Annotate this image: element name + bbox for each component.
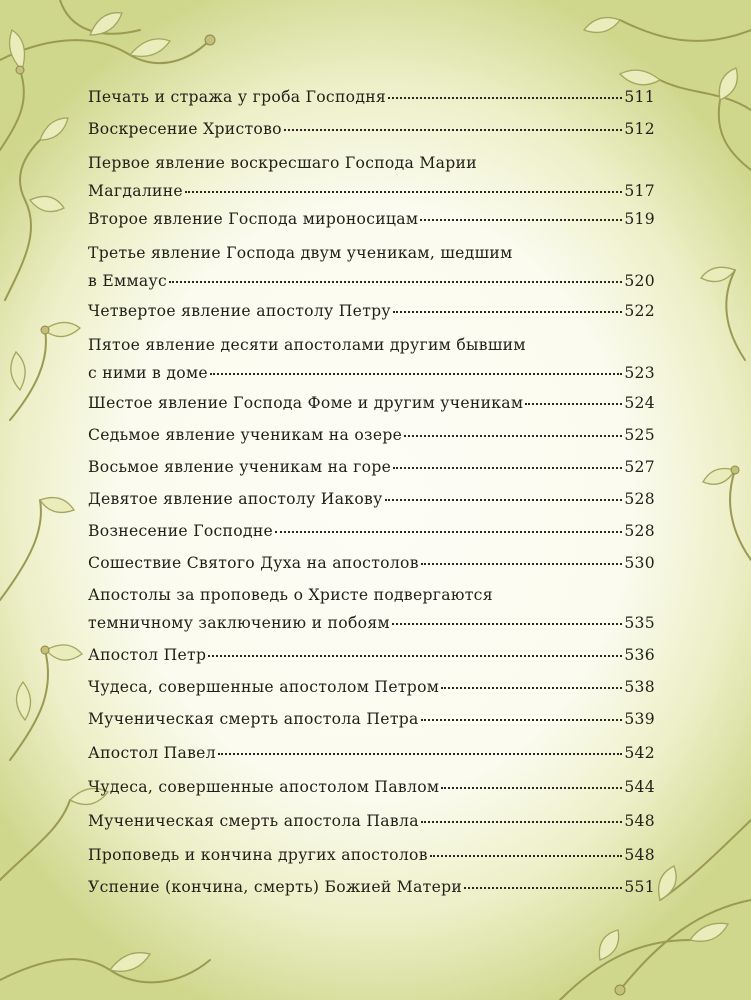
toc-entry-page: 548: [624, 846, 655, 864]
toc-entry-page: 530: [624, 554, 655, 572]
leaf-icon: [90, 13, 122, 35]
bud-icon: [731, 466, 739, 474]
leader-dots: [218, 753, 622, 755]
toc-entry[interactable]: [88, 488, 655, 510]
toc-entry[interactable]: [88, 742, 655, 764]
toc-entry-page: 519: [624, 210, 655, 228]
toc-entry[interactable]: [88, 844, 655, 866]
bud-icon: [615, 985, 625, 995]
toc-entry-page: 542: [624, 744, 655, 762]
leaf-icon: [620, 70, 660, 85]
toc-entry-page: 528: [624, 522, 655, 540]
toc-entry-title: Воскресение Христово: [88, 120, 282, 138]
toc-entry-page: 528: [624, 490, 655, 508]
toc-entry[interactable]: [88, 208, 655, 230]
leaf-icon: [30, 196, 64, 211]
toc-entry-title: Печать и стража у гроба Господня: [88, 88, 387, 106]
bud-icon: [16, 66, 24, 74]
toc-entry-title: Вознесение Господне: [88, 522, 274, 540]
toc-entry-page: 535: [624, 614, 655, 632]
toc-entry-title-line1: Апостолы за проповедь о Христе подвергаются: [88, 586, 493, 604]
leader-dots: [421, 821, 623, 823]
leader-dots: [464, 887, 622, 889]
leaf-icon: [719, 68, 737, 100]
toc-entry-title: Апостол Павел: [88, 744, 216, 762]
toc-entry-page: 538: [624, 678, 655, 696]
toc-entry-page: 512: [624, 120, 655, 138]
toc-entry[interactable]: [88, 552, 655, 574]
toc-entry-title: Мученическая смерть апостола Павла: [88, 812, 419, 830]
toc-entry-title: в Еммаус: [88, 272, 167, 290]
toc-entry-title: с ними в доме: [88, 364, 208, 382]
leader-dots: [284, 129, 622, 131]
bud-icon: [41, 646, 49, 654]
leader-dots: [420, 219, 622, 221]
leaf-icon: [130, 39, 170, 57]
toc-entry-page: 517: [624, 182, 655, 200]
bud-icon: [41, 326, 49, 334]
toc-entry-title: Седьмое явление ученикам на озере: [88, 426, 403, 444]
toc-entry-title: Восьмое явление ученикам на горе: [88, 458, 392, 476]
toc-entry-page: 523: [624, 364, 655, 382]
leaf-icon: [16, 682, 30, 720]
toc-entry-title: Девятое явление апостолу Иакову: [88, 490, 383, 508]
toc-entry-title: Проповедь и кончина других апостолов: [88, 846, 428, 864]
toc-entry[interactable]: [88, 86, 655, 108]
toc-entry[interactable]: [88, 300, 655, 322]
toc-entry-title: Чудеса, совершенные апостолом Петром: [88, 678, 440, 696]
toc-entry[interactable]: [88, 876, 655, 898]
toc-entry[interactable]: [88, 456, 655, 478]
toc-entry-title: Сошествие Святого Духа на апостолов: [88, 554, 419, 572]
toc-entry[interactable]: [88, 520, 655, 542]
toc-entry-page: 520: [624, 272, 655, 290]
toc-entry-title: Магдалине: [88, 182, 183, 200]
toc-entry-page: 524: [624, 394, 655, 412]
toc-entry-title: Мученическая смерть апостола Петра: [88, 710, 419, 728]
leaf-icon: [11, 352, 25, 390]
toc-entry-page: 511: [624, 88, 655, 106]
toc-entry[interactable]: [88, 644, 655, 666]
leader-dots: [393, 311, 622, 313]
leader-dots: [430, 855, 623, 857]
leader-dots: [421, 563, 623, 565]
leaf-icon: [40, 498, 74, 513]
toc-entry[interactable]: [88, 424, 655, 446]
toc-entry-title-line1: Первое явление воскресшаго Господа Марии: [88, 154, 477, 172]
toc-entry-title-line1: Пятое явление десяти апостолами другим бывшим: [88, 336, 526, 354]
leader-dots: [388, 97, 622, 99]
toc-entry-title: Шестое явление Господа Фоме и другим ученикам: [88, 394, 524, 412]
leader-dots: [208, 655, 622, 657]
toc-entry-page: 522: [624, 302, 655, 320]
leader-dots: [275, 531, 622, 533]
toc-entry[interactable]: [88, 152, 655, 202]
toc-entry[interactable]: [88, 810, 655, 832]
leaf-icon: [10, 30, 25, 70]
toc-entry-title: Чудеса, совершенные апостолом Павлом: [88, 778, 440, 796]
leaf-icon: [690, 923, 728, 941]
leaf-icon: [584, 18, 620, 33]
leader-dots: [169, 281, 622, 283]
toc-entry-title: Успение (кончина, смерть) Божией Матери: [88, 878, 463, 896]
toc-entry-page: 527: [624, 458, 655, 476]
leaf-icon: [46, 645, 82, 660]
toc-entry[interactable]: [88, 776, 655, 798]
toc-entry-title: темничному заключению и побоям: [88, 614, 390, 632]
leader-dots: [392, 623, 622, 625]
toc-entry[interactable]: [88, 242, 655, 292]
leaf-icon: [703, 469, 735, 485]
toc-entry[interactable]: [88, 676, 655, 698]
toc-entry[interactable]: [88, 118, 655, 140]
toc-entry[interactable]: [88, 708, 655, 730]
toc-entry-page: 548: [624, 812, 655, 830]
leader-dots: [210, 373, 622, 375]
bud-icon: [205, 35, 215, 45]
leaf-icon: [110, 953, 150, 972]
toc-entry-title: Второе явление Господа мироносицам: [88, 210, 419, 228]
toc-entry-title: Четвертое явление апостолу Петру: [88, 302, 391, 320]
leaf-icon: [659, 866, 677, 900]
toc-entry-page: 551: [624, 878, 655, 896]
leader-dots: [525, 403, 622, 405]
leader-dots: [404, 435, 622, 437]
toc-entry[interactable]: [88, 392, 655, 414]
leaf-icon: [599, 930, 618, 960]
leader-dots: [385, 499, 623, 501]
toc-entry-title: Апостол Петр: [88, 646, 207, 664]
leader-dots: [441, 787, 622, 789]
leader-dots: [393, 467, 622, 469]
toc-entry-page: 539: [624, 710, 655, 728]
leader-dots: [441, 687, 622, 689]
leader-dots: [185, 191, 622, 193]
toc-entry-page: 544: [624, 778, 655, 796]
toc-entry[interactable]: [88, 584, 655, 634]
toc-entry[interactable]: [88, 334, 655, 384]
leaf-icon: [40, 118, 68, 140]
leader-dots: [421, 719, 623, 721]
toc-entry-page: 536: [624, 646, 655, 664]
toc-entry-page: 525: [624, 426, 655, 444]
toc-entry-title-line1: Третье явление Господа двум ученикам, шедшим: [88, 244, 513, 262]
